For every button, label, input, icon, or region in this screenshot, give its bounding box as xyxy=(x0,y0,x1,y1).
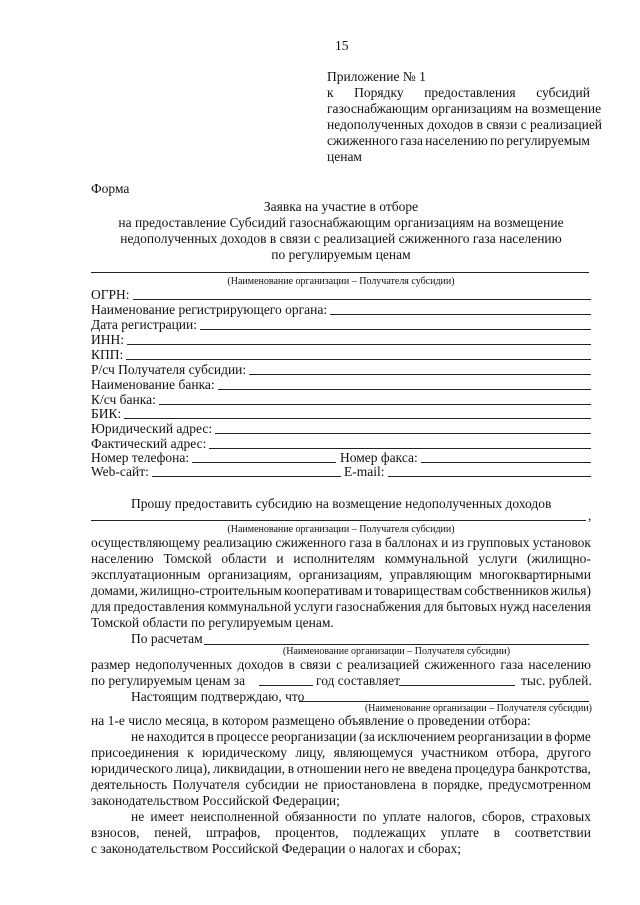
appendix-line-3: недополученных доходов в связи с реализацией xyxy=(327,117,603,132)
p2-line-1: размер недополученных доходов в связи с реализацией сжиженного газа населению xyxy=(91,657,591,672)
field-phone-line[interactable] xyxy=(192,462,336,463)
field-corr-account-line[interactable] xyxy=(159,404,591,405)
field-website[interactable] xyxy=(91,464,341,480)
appendix-line-4: сжиженного газа населению по регулируемым xyxy=(327,133,590,148)
p2-line-2a: по регулируемым ценам за xyxy=(91,673,246,688)
field-fax-line[interactable] xyxy=(421,462,591,463)
amount-line[interactable] xyxy=(399,685,515,686)
appendix-line-1: к Порядку предоставления субсидий xyxy=(327,85,590,100)
p1-line-5: для предоставления коммунальной услуги газоснабжения для бытовых нужд населения xyxy=(91,599,591,614)
field-reg-date[interactable] xyxy=(91,317,591,333)
page-number: 15 xyxy=(335,38,349,53)
field-ogrn[interactable] xyxy=(91,287,591,303)
heading-line-1: Заявка на участие в отборе xyxy=(263,199,419,214)
p3-line-1: на 1-е число месяца, в котором размещено объявление о проведении отбора: xyxy=(91,713,531,728)
p1-line-6: Томской области по регулируемым ценам. xyxy=(91,615,334,630)
field-legal-address-label: Юридический адрес: xyxy=(91,421,213,436)
request-org-caption: (Наименование организации – Получателя субсидии) xyxy=(227,524,455,535)
field-email-line[interactable] xyxy=(388,476,592,477)
field-reg-date-label: Дата регистрации: xyxy=(91,317,198,332)
calc-org-line[interactable] xyxy=(204,644,589,645)
confirm-org-caption: (Наименование организации – Получателя субсидии) xyxy=(364,703,592,714)
b1-line-2: присоединения к юридическому лицу, являющемуся участником отбора, другого xyxy=(91,745,591,760)
org-name-caption: (Наименование организации – Получателя субсидии) xyxy=(227,276,455,287)
field-reg-date-line[interactable] xyxy=(200,329,591,330)
field-website-label: Web-сайт: xyxy=(91,464,149,479)
heading-line-3: недополученных доходов в связи с реализацией сжиженного газа населению xyxy=(120,231,562,246)
confirm-org-line[interactable] xyxy=(299,701,589,702)
calc-org-caption: (Наименование организации – Получателя субсидии) xyxy=(282,646,511,657)
field-actual-address-label: Фактический адрес: xyxy=(91,436,207,451)
field-account-line[interactable] xyxy=(249,374,591,375)
b1-line-5: законодательством Российской Федерации; xyxy=(91,793,340,808)
field-bik[interactable] xyxy=(91,406,591,422)
p1-line-4: домами, жилищно-строительным кооперативам и товариществам собственников жилья) xyxy=(91,583,591,598)
year-line[interactable] xyxy=(259,685,313,686)
appendix-line-2: газоснабжающим организациям на возмещение xyxy=(327,101,602,116)
p2-line-2b: год составляет xyxy=(316,673,400,688)
field-account[interactable] xyxy=(91,362,591,378)
field-bik-line[interactable] xyxy=(124,418,591,419)
field-kpp[interactable] xyxy=(91,347,591,363)
b2-line-3: с законодательством Российской Федерации о налогах и сборах; xyxy=(91,841,462,856)
field-corr-account-label: К/сч банка: xyxy=(91,392,156,407)
field-bank-label: Наименование банка: xyxy=(91,377,215,392)
appendix-title: Приложение № 1 xyxy=(327,69,426,84)
field-ogrn-line[interactable] xyxy=(133,299,591,300)
field-inn[interactable] xyxy=(91,332,591,348)
field-phone-label: Номер телефона: xyxy=(91,450,190,465)
request-intro: Прошу предоставить субсидию на возмещение недополученных доходов xyxy=(131,496,552,511)
field-kpp-label: КПП: xyxy=(91,347,124,362)
field-legal-address[interactable] xyxy=(91,421,591,437)
heading-line-4: по регулируемым ценам xyxy=(271,247,411,262)
field-email-label: E-mail: xyxy=(344,464,385,479)
appendix-line-5: ценам xyxy=(327,149,362,164)
field-fax-label: Номер факса: xyxy=(340,450,418,465)
field-email[interactable] xyxy=(344,464,591,480)
b2-line-1: не имеет неисполненной обязанности по уплате налогов, сборов, страховых xyxy=(131,809,591,824)
confirm-label: Настоящим подтверждаю, что xyxy=(131,689,305,704)
field-inn-label: ИНН: xyxy=(91,332,124,347)
field-bank-line[interactable] xyxy=(218,389,591,390)
b1-line-3: юридического лица), ликвидации, в отношении него не введена процедура банкротства, xyxy=(91,761,591,776)
calc-label: По расчетам xyxy=(131,631,203,646)
field-reg-body-label: Наименование регистрирующего органа: xyxy=(91,302,328,317)
heading-line-2: на предоставление Субсидий газоснабжающим организациям на возмещение xyxy=(118,215,564,230)
field-website-line[interactable] xyxy=(152,476,341,477)
p1-line-2: населению Томской области и исполнителям коммунальной услуги (жилищно- xyxy=(91,551,591,566)
field-reg-body-line[interactable] xyxy=(330,314,591,315)
p1-line-3: эксплуатационным организациям, организациям, управляющим многоквартирными xyxy=(91,567,591,582)
field-bank[interactable] xyxy=(91,377,591,393)
org-name-line[interactable] xyxy=(91,272,589,273)
field-bik-label: БИК: xyxy=(91,406,122,421)
p2-line-2c: тыс. рублей. xyxy=(521,673,592,688)
b1-line-4: деятельность Получателя субсидии не приостановлена в порядке, предусмотренном xyxy=(91,777,591,792)
b1-line-1: не находится в процессе реорганизации (за исключением реорганизации в форме xyxy=(131,729,591,744)
p1-line-1: осуществляющему реализацию сжиженного газа в баллонах и из групповых установок xyxy=(91,535,591,550)
b2-line-2: взносов, пеней, штрафов, процентов, подлежащих уплате в соответствии xyxy=(91,825,591,840)
field-account-label: Р/сч Получателя субсидии: xyxy=(91,362,247,377)
field-inn-line[interactable] xyxy=(127,344,591,345)
field-legal-address-line[interactable] xyxy=(215,433,591,434)
field-actual-address-line[interactable] xyxy=(209,448,591,449)
field-reg-body[interactable] xyxy=(91,302,591,318)
field-kpp-line[interactable] xyxy=(126,359,591,360)
form-label: Форма xyxy=(91,181,130,196)
field-ogrn-label: ОГРН: xyxy=(91,287,130,302)
request-comma: , xyxy=(588,508,592,523)
request-org-line[interactable] xyxy=(91,520,586,521)
